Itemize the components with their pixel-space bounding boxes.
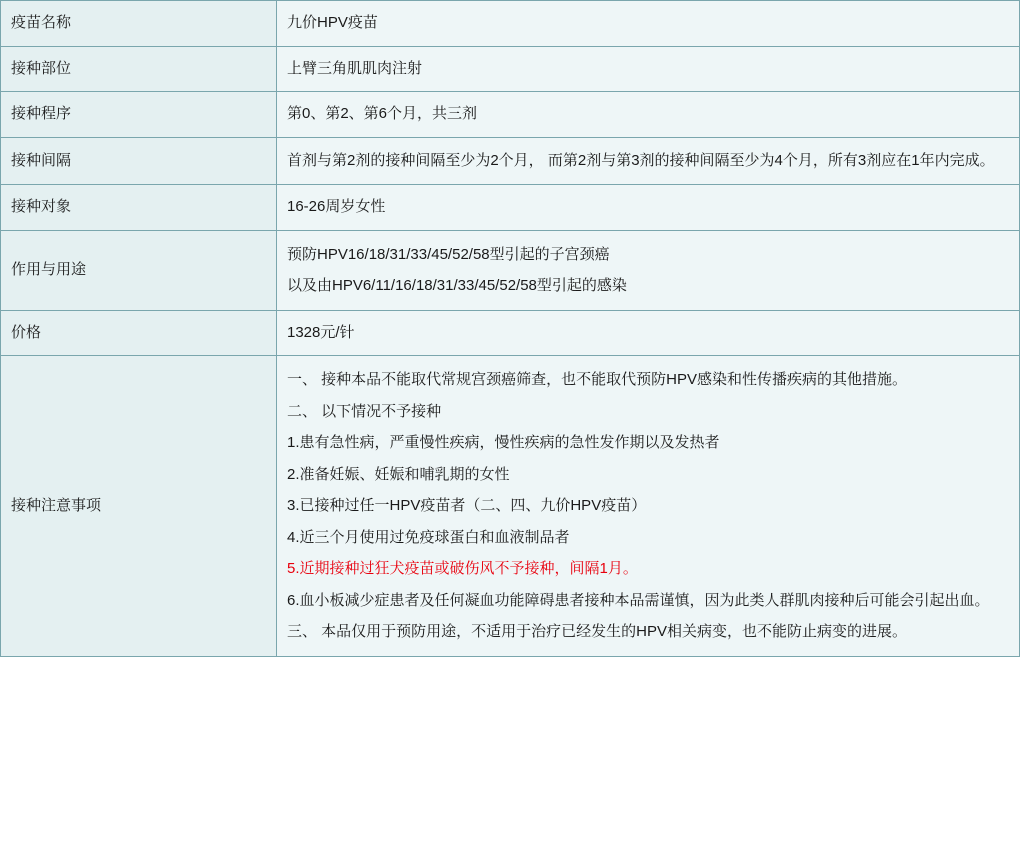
row-label-vaccine-name: 疫苗名称: [1, 1, 277, 47]
row-label-injection-site: 接种部位: [1, 46, 277, 92]
precaution-line: 一、 接种本品不能取代常规宫颈癌筛查，也不能取代预防HPV感染和性传播疾病的其他措施。: [287, 371, 908, 389]
precaution-line: 3.已接种过任一HPV疫苗者（二、四、九价HPV疫苗）: [287, 497, 647, 515]
table-row-notes: [1, 356, 1020, 657]
interval-text: 首剂与第2剂的接种间隔至少为2个月， 而第2剂与第3剂的接种间隔至少为4个月，所有3剂应在1年内完成。: [287, 151, 995, 169]
table-row: [1, 230, 1020, 310]
table-row: [1, 310, 1020, 356]
precaution-line: 1.患有急性病，严重慢性疾病，慢性疾病的急性发作期以及发热者: [287, 434, 720, 452]
table-row: [1, 185, 1020, 231]
precaution-line-highlighted: 5.近期接种过狂犬疫苗或破伤风不予接种，间隔1月。: [287, 560, 638, 578]
row-value-injection-site: 上臂三角肌肌肉注射: [277, 46, 1020, 92]
precaution-line: 二、 以下情况不予接种: [287, 402, 442, 420]
indication-line-2: 以及由HPV6/11/16/18/31/33/45/52/58型引起的感染: [287, 277, 627, 295]
row-label-precautions: 接种注意事项: [1, 356, 277, 657]
table-row: [1, 137, 1020, 185]
row-value-schedule: 第0、第2、第6个月，共三剂: [277, 92, 1020, 138]
row-label-interval: 接种间隔: [1, 137, 277, 185]
row-value-price: 1328元/针: [277, 310, 1020, 356]
row-label-price: 价格: [1, 310, 277, 356]
row-value-precautions: [277, 356, 1020, 657]
indication-line-1: 预防HPV16/18/31/33/45/52/58型引起的子宫颈癌: [287, 245, 610, 263]
row-value-target-population: 16-26周岁女性: [277, 185, 1020, 231]
row-value-interval: [277, 137, 1020, 185]
precaution-line: 2.准备妊娠、妊娠和哺乳期的女性: [287, 465, 510, 483]
table-body: [1, 1, 1020, 657]
row-label-target-population: 接种对象: [1, 185, 277, 231]
row-value-indication: [277, 230, 1020, 310]
table-row: [1, 46, 1020, 92]
row-value-vaccine-name: 九价HPV疫苗: [277, 1, 1020, 47]
table-row: [1, 92, 1020, 138]
table-row: [1, 1, 1020, 47]
precaution-line: 三、 本品仅用于预防用途，不适用于治疗已经发生的HPV相关病变，也不能防止病变的进展。: [287, 623, 908, 641]
row-label-indication: 作用与用途: [1, 230, 277, 310]
precaution-line: 6.血小板减少症患者及任何凝血功能障碍患者接种本品需谨慎，因为此类人群肌肉接种后可能会引起出血。: [287, 591, 990, 609]
row-label-schedule: 接种程序: [1, 92, 277, 138]
precaution-line: 4.近三个月使用过免疫球蛋白和血液制品者: [287, 528, 570, 546]
